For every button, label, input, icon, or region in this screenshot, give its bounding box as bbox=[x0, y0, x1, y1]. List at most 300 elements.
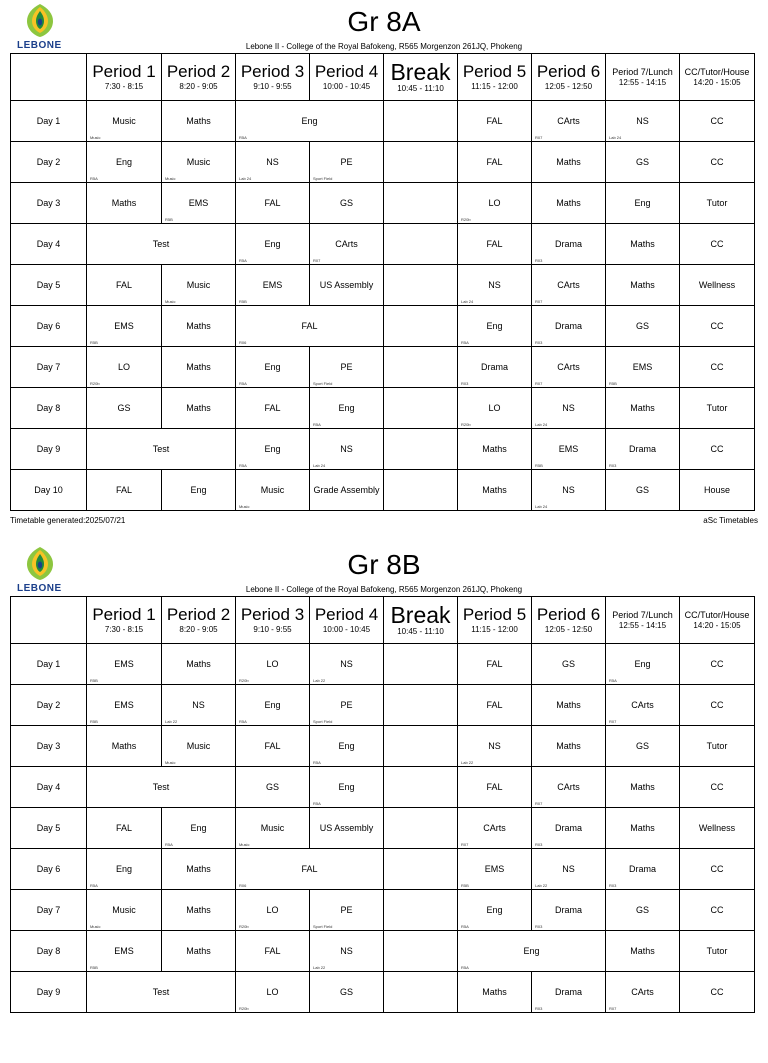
room-label: Sport Field bbox=[313, 381, 333, 386]
lesson-cell bbox=[87, 685, 162, 726]
day-row bbox=[11, 429, 755, 470]
lesson-cell bbox=[532, 470, 606, 511]
day-row bbox=[11, 644, 755, 685]
day-row bbox=[11, 470, 755, 511]
lesson-cell bbox=[458, 388, 532, 429]
subject-name: GS bbox=[117, 403, 131, 413]
lesson-cell bbox=[162, 470, 236, 511]
period-header bbox=[532, 54, 606, 101]
lesson-cell bbox=[606, 931, 680, 972]
room-label: R5B bbox=[239, 299, 247, 304]
period-name: Period 7/Lunch bbox=[612, 610, 673, 620]
day-row bbox=[11, 726, 755, 767]
lesson-cell bbox=[458, 767, 532, 808]
subject-name: LO bbox=[266, 905, 279, 915]
day-row bbox=[11, 685, 755, 726]
lesson-cell bbox=[532, 972, 606, 1013]
subject-name: PE bbox=[340, 905, 353, 915]
room-label: R07 bbox=[535, 801, 543, 806]
day-label: Day 6 bbox=[11, 306, 87, 347]
lesson-cell bbox=[236, 849, 384, 890]
room-label: R03 bbox=[535, 340, 543, 345]
day-row bbox=[11, 808, 755, 849]
subject-name: Maths bbox=[630, 782, 655, 792]
subject-name: Music bbox=[260, 485, 285, 495]
lesson-cell bbox=[532, 767, 606, 808]
subject-name: CArts bbox=[335, 239, 358, 249]
period-header bbox=[680, 597, 755, 644]
lesson-cell bbox=[310, 890, 384, 931]
lesson-cell bbox=[532, 808, 606, 849]
lesson-cell bbox=[87, 388, 162, 429]
subject-name: CC bbox=[710, 700, 724, 710]
subject-name: Music bbox=[186, 280, 211, 290]
room-label: R20b bbox=[239, 924, 249, 929]
period-name: Period 1 bbox=[92, 62, 156, 81]
subject-name: GS bbox=[561, 659, 575, 669]
subject-name: CC bbox=[710, 905, 724, 915]
lesson-cell bbox=[532, 347, 606, 388]
break-cell bbox=[384, 347, 458, 388]
lesson-cell bbox=[236, 931, 310, 972]
subject-name: NS bbox=[562, 485, 575, 495]
lesson-cell bbox=[458, 972, 532, 1013]
period-name: Period 6 bbox=[536, 605, 601, 624]
lesson-cell bbox=[532, 890, 606, 931]
subject-name: FAL bbox=[301, 321, 318, 331]
room-label: R5B bbox=[90, 678, 98, 683]
lesson-cell bbox=[680, 931, 755, 972]
subject-name: Eng bbox=[338, 782, 355, 792]
room-label: Music bbox=[165, 176, 176, 181]
lesson-cell bbox=[606, 347, 680, 388]
room-label: R5A bbox=[461, 924, 469, 929]
lesson-cell bbox=[87, 101, 162, 142]
room-label: R5A bbox=[313, 422, 321, 427]
period-header bbox=[236, 54, 310, 101]
lesson-cell bbox=[680, 224, 755, 265]
period-name: Period 7/Lunch bbox=[612, 67, 673, 77]
room-label: R03 bbox=[609, 463, 617, 468]
room-label: R07 bbox=[313, 258, 321, 263]
lesson-cell bbox=[532, 726, 606, 767]
lesson-cell bbox=[87, 265, 162, 306]
lesson-cell bbox=[606, 101, 680, 142]
lesson-cell bbox=[236, 347, 310, 388]
room-label: R5B bbox=[165, 217, 173, 222]
subject-name: Eng bbox=[264, 239, 281, 249]
lesson-cell bbox=[310, 388, 384, 429]
room-label: Lab 22 bbox=[313, 965, 326, 970]
subject-name: Music bbox=[186, 157, 211, 167]
room-label: R5A bbox=[461, 965, 469, 970]
subject-name: FAL bbox=[486, 116, 503, 126]
subject-name: NS bbox=[488, 741, 501, 751]
room-label: Lab 24 bbox=[535, 422, 548, 427]
subject-name: CC bbox=[710, 782, 724, 792]
lesson-cell bbox=[87, 726, 162, 767]
subject-name: Eng bbox=[634, 659, 651, 669]
subject-name: NS bbox=[266, 157, 279, 167]
subject-name: FAL bbox=[264, 741, 281, 751]
subject-name: Tutor bbox=[706, 403, 728, 413]
lesson-cell bbox=[87, 890, 162, 931]
subject-name: Drama bbox=[554, 239, 582, 249]
subject-name: LO bbox=[266, 987, 279, 997]
lesson-cell bbox=[458, 429, 532, 470]
period-header bbox=[680, 54, 755, 101]
subject-name: Maths bbox=[186, 321, 211, 331]
room-label: Lab 24 bbox=[535, 504, 548, 509]
period-name: Period 3 bbox=[240, 62, 305, 81]
lesson-cell bbox=[458, 142, 532, 183]
period-time: 12:05 - 12:50 bbox=[544, 82, 593, 91]
lesson-cell bbox=[87, 183, 162, 224]
period-name: Period 2 bbox=[166, 62, 231, 81]
subject-name: Drama bbox=[628, 444, 656, 454]
lesson-cell bbox=[310, 726, 384, 767]
lesson-cell bbox=[87, 849, 162, 890]
subject-name: Eng bbox=[338, 403, 355, 413]
lesson-cell bbox=[532, 429, 606, 470]
subject-name: EMS bbox=[558, 444, 579, 454]
break-cell bbox=[384, 685, 458, 726]
subject-name: CC bbox=[710, 157, 724, 167]
lesson-cell bbox=[236, 972, 310, 1013]
break-cell bbox=[384, 470, 458, 511]
lesson-cell bbox=[162, 890, 236, 931]
lesson-cell bbox=[532, 101, 606, 142]
room-label: R06 bbox=[239, 883, 247, 888]
lesson-cell bbox=[310, 767, 384, 808]
room-label: Lab 24 bbox=[313, 463, 326, 468]
subject-name: FAL bbox=[486, 239, 503, 249]
subject-name: PE bbox=[340, 157, 353, 167]
subject-name: GS bbox=[635, 157, 649, 167]
subject-name: NS bbox=[340, 946, 353, 956]
lesson-cell bbox=[458, 101, 532, 142]
period-name: Break bbox=[390, 59, 451, 85]
lesson-cell bbox=[680, 685, 755, 726]
lesson-cell bbox=[162, 685, 236, 726]
day-label: Day 3 bbox=[11, 726, 87, 767]
lesson-cell bbox=[532, 644, 606, 685]
subject-name: Maths bbox=[556, 700, 581, 710]
lesson-cell bbox=[236, 808, 310, 849]
lesson-cell bbox=[236, 767, 310, 808]
day-label: Day 6 bbox=[11, 849, 87, 890]
lesson-cell bbox=[162, 388, 236, 429]
subject-name: Grade Assembly bbox=[313, 485, 380, 495]
room-label: R5B bbox=[609, 381, 617, 386]
subject-name: EMS bbox=[262, 280, 283, 290]
lesson-cell bbox=[606, 890, 680, 931]
room-label: R03 bbox=[535, 258, 543, 263]
subject-name: EMS bbox=[114, 700, 134, 710]
lesson-cell bbox=[680, 388, 755, 429]
subject-name: Maths bbox=[630, 280, 655, 290]
room-label: R20b bbox=[461, 422, 471, 427]
subject-name: Music bbox=[112, 116, 136, 126]
subject-name: Drama bbox=[554, 987, 582, 997]
subject-name: Maths bbox=[186, 403, 211, 413]
lesson-cell bbox=[236, 142, 310, 183]
subject-name: GS bbox=[635, 905, 649, 915]
subject-name: NS bbox=[562, 864, 575, 874]
room-label: Lab 24 bbox=[239, 176, 252, 181]
lesson-cell bbox=[236, 265, 310, 306]
subject-name: CArts bbox=[631, 700, 654, 710]
lesson-cell bbox=[606, 470, 680, 511]
period-header bbox=[310, 597, 384, 644]
subject-name: Maths bbox=[186, 116, 211, 126]
room-label: R5B bbox=[461, 883, 469, 888]
lesson-cell bbox=[458, 265, 532, 306]
room-label: Sport Field bbox=[313, 924, 333, 929]
day-label: Day 9 bbox=[11, 972, 87, 1013]
lesson-cell bbox=[606, 224, 680, 265]
day-label: Day 2 bbox=[11, 685, 87, 726]
lesson-cell bbox=[680, 972, 755, 1013]
subject-name: EMS bbox=[484, 864, 505, 874]
subject-name: Tutor bbox=[706, 946, 728, 956]
subject-name: Music bbox=[112, 905, 136, 915]
room-label: R5A bbox=[239, 381, 247, 386]
subject-name: Maths bbox=[186, 659, 211, 669]
lesson-cell bbox=[162, 808, 236, 849]
subject-name: Maths bbox=[630, 946, 655, 956]
subject-name: CC bbox=[710, 239, 724, 249]
period-header bbox=[384, 597, 458, 644]
subject-name: LO bbox=[266, 659, 279, 669]
subject-name: Wellness bbox=[698, 823, 736, 833]
subject-name: Eng bbox=[264, 444, 281, 454]
break-cell bbox=[384, 224, 458, 265]
subject-name: Eng bbox=[190, 823, 207, 833]
timetable-block bbox=[0, 0, 768, 525]
lesson-cell bbox=[458, 931, 606, 972]
lesson-cell bbox=[680, 726, 755, 767]
lesson-cell bbox=[680, 767, 755, 808]
room-label: R03 bbox=[535, 924, 543, 929]
subject-name: FAL bbox=[115, 823, 132, 833]
lesson-cell bbox=[87, 931, 162, 972]
subject-name: Eng bbox=[264, 700, 281, 710]
lesson-cell bbox=[310, 347, 384, 388]
subject-name: Eng bbox=[338, 741, 355, 751]
room-label: R07 bbox=[609, 1006, 617, 1011]
lesson-cell bbox=[87, 767, 236, 808]
room-label: R5A bbox=[313, 801, 321, 806]
subject-name: Maths bbox=[556, 198, 581, 208]
subject-name: Maths bbox=[482, 485, 507, 495]
lesson-cell bbox=[680, 470, 755, 511]
day-row bbox=[11, 972, 755, 1013]
subject-name: NS bbox=[488, 280, 501, 290]
room-label: R5B bbox=[535, 463, 543, 468]
subject-name: FAL bbox=[486, 157, 503, 167]
lesson-cell bbox=[310, 265, 384, 306]
corner-cell bbox=[11, 54, 87, 101]
day-label: Day 3 bbox=[11, 183, 87, 224]
room-label: R5B bbox=[90, 719, 98, 724]
period-time: 7:30 - 8:15 bbox=[104, 82, 144, 91]
subject-name: GS bbox=[635, 321, 649, 331]
break-cell bbox=[384, 183, 458, 224]
break-cell bbox=[384, 306, 458, 347]
subject-name: Maths bbox=[111, 741, 137, 751]
period-time: 10:00 - 10:45 bbox=[322, 625, 371, 634]
lesson-cell bbox=[236, 183, 310, 224]
room-label: R03 bbox=[535, 842, 543, 847]
lesson-cell bbox=[680, 265, 755, 306]
lesson-cell bbox=[532, 388, 606, 429]
subject-name: Maths bbox=[630, 239, 655, 249]
subject-name: CC bbox=[710, 116, 724, 126]
lesson-cell bbox=[310, 470, 384, 511]
lesson-cell bbox=[606, 849, 680, 890]
subject-name: House bbox=[703, 485, 730, 495]
lesson-cell bbox=[162, 142, 236, 183]
lesson-cell bbox=[458, 808, 532, 849]
lesson-cell bbox=[680, 101, 755, 142]
room-label: R07 bbox=[461, 842, 469, 847]
room-label: Lab 22 bbox=[535, 883, 548, 888]
lesson-cell bbox=[458, 849, 532, 890]
room-label: R5A bbox=[90, 176, 98, 181]
subject-name: CArts bbox=[557, 782, 580, 792]
subject-name: NS bbox=[562, 403, 575, 413]
subject-name: Drama bbox=[554, 823, 582, 833]
room-label: R07 bbox=[609, 719, 617, 724]
subject-name: Test bbox=[152, 239, 170, 249]
day-label: Day 4 bbox=[11, 224, 87, 265]
day-row bbox=[11, 890, 755, 931]
subject-name: Eng bbox=[115, 157, 132, 167]
subject-name: Eng bbox=[523, 946, 540, 956]
lesson-cell bbox=[532, 224, 606, 265]
lesson-cell bbox=[532, 265, 606, 306]
period-time: 8:20 - 9:05 bbox=[179, 82, 218, 91]
break-cell bbox=[384, 429, 458, 470]
period-time: 12:55 - 14:15 bbox=[618, 621, 667, 630]
period-name: CC/Tutor/House bbox=[684, 610, 750, 620]
subject-name: CArts bbox=[631, 987, 654, 997]
lesson-cell bbox=[236, 224, 310, 265]
day-row bbox=[11, 224, 755, 265]
lesson-cell bbox=[532, 183, 606, 224]
room-label: Lab 22 bbox=[313, 678, 326, 683]
subject-name: EMS bbox=[114, 946, 134, 956]
lesson-cell bbox=[236, 429, 310, 470]
subject-name: CC bbox=[710, 321, 724, 331]
school-address: Lebone II - College of the Royal Bafokeng, R565 Morgenzon 261JQ, Phokeng bbox=[245, 585, 523, 594]
room-label: Sport Field bbox=[313, 719, 333, 724]
room-label: R5A bbox=[609, 678, 617, 683]
logo-text: LEBONE bbox=[17, 40, 62, 51]
break-cell bbox=[384, 142, 458, 183]
lesson-cell bbox=[680, 347, 755, 388]
room-label: R5B bbox=[90, 340, 98, 345]
lesson-cell bbox=[236, 644, 310, 685]
day-row bbox=[11, 388, 755, 429]
lesson-cell bbox=[458, 726, 532, 767]
subject-name: Maths bbox=[482, 987, 507, 997]
subject-name: Drama bbox=[480, 362, 508, 372]
subject-name: US Assembly bbox=[319, 280, 374, 290]
lesson-cell bbox=[162, 849, 236, 890]
lesson-cell bbox=[606, 972, 680, 1013]
period-time: 9:10 - 9:55 bbox=[253, 625, 292, 634]
lesson-cell bbox=[680, 644, 755, 685]
subject-name: Wellness bbox=[698, 280, 736, 290]
day-label: Day 2 bbox=[11, 142, 87, 183]
subject-name: EMS bbox=[188, 198, 209, 208]
subject-name: Maths bbox=[482, 444, 507, 454]
subject-name: LO bbox=[488, 403, 501, 413]
room-label: R20b bbox=[239, 678, 249, 683]
lesson-cell bbox=[458, 224, 532, 265]
break-cell bbox=[384, 931, 458, 972]
subject-name: FAL bbox=[486, 659, 503, 669]
subject-name: FAL bbox=[301, 864, 318, 874]
subject-name: Eng bbox=[190, 485, 207, 495]
day-label: Day 7 bbox=[11, 890, 87, 931]
day-row bbox=[11, 265, 755, 306]
break-cell bbox=[384, 265, 458, 306]
timetable-grid bbox=[10, 596, 755, 1013]
day-label: Day 1 bbox=[11, 644, 87, 685]
period-header bbox=[162, 597, 236, 644]
period-name: Period 5 bbox=[462, 605, 527, 624]
room-label: Music bbox=[239, 842, 250, 847]
period-time: 10:45 - 11:10 bbox=[397, 627, 444, 636]
timetable-block bbox=[0, 543, 768, 1063]
subject-name: CArts bbox=[557, 362, 580, 372]
subject-name: Maths bbox=[630, 403, 655, 413]
lesson-cell bbox=[310, 808, 384, 849]
break-cell bbox=[384, 644, 458, 685]
header-row bbox=[11, 54, 755, 101]
day-row bbox=[11, 142, 755, 183]
lesson-cell bbox=[606, 726, 680, 767]
subject-name: NS bbox=[636, 116, 649, 126]
break-cell bbox=[384, 808, 458, 849]
period-time: 12:55 - 14:15 bbox=[618, 78, 667, 87]
lesson-cell bbox=[532, 849, 606, 890]
lesson-cell bbox=[680, 142, 755, 183]
period-header bbox=[310, 54, 384, 101]
subject-name: Test bbox=[152, 987, 170, 997]
subject-name: EMS bbox=[632, 362, 653, 372]
lesson-cell bbox=[87, 808, 162, 849]
room-label: R5A bbox=[313, 760, 321, 765]
subject-name: LO bbox=[117, 362, 130, 372]
subject-name: PE bbox=[340, 700, 353, 710]
period-time: 11:15 - 12:00 bbox=[471, 82, 518, 91]
lesson-cell bbox=[606, 142, 680, 183]
lesson-cell bbox=[606, 306, 680, 347]
day-row bbox=[11, 347, 755, 388]
subject-name: Music bbox=[186, 741, 211, 751]
lesson-cell bbox=[680, 890, 755, 931]
lesson-cell bbox=[236, 890, 310, 931]
room-label: Music bbox=[239, 504, 250, 509]
subject-name: Maths bbox=[186, 946, 211, 956]
room-label: R03 bbox=[609, 883, 617, 888]
lesson-cell bbox=[458, 347, 532, 388]
lesson-cell bbox=[606, 644, 680, 685]
